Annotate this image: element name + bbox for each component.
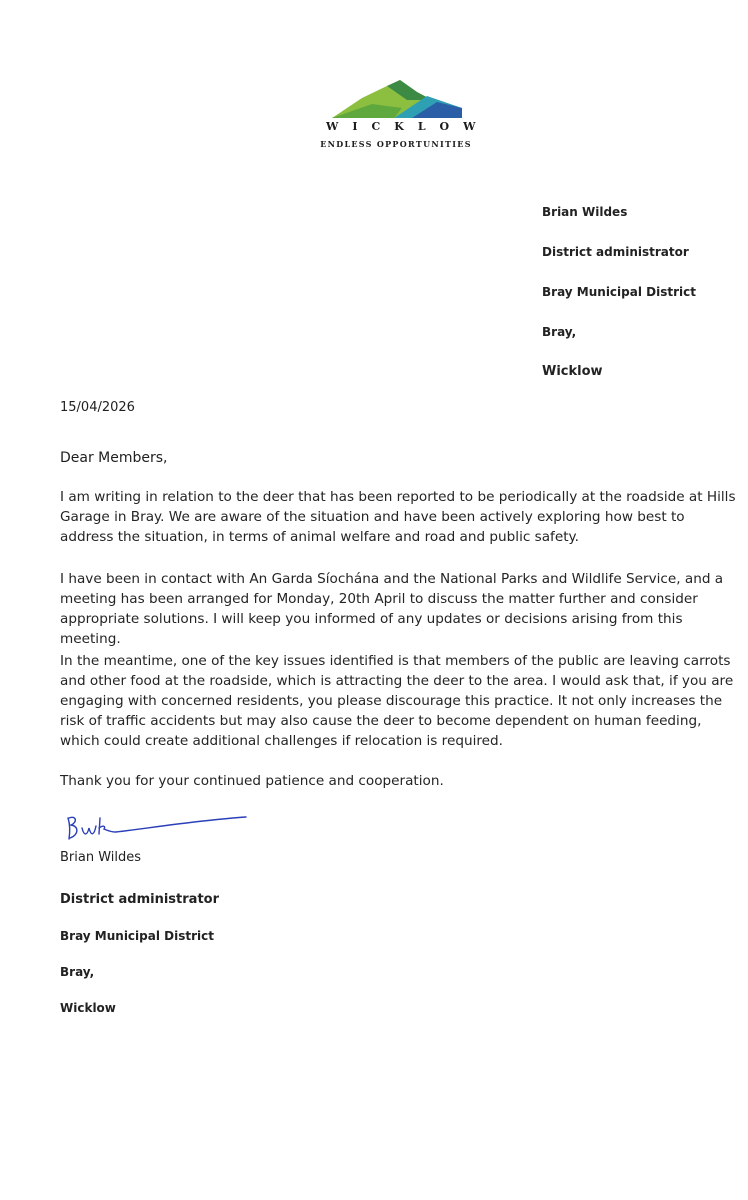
letter-date: 15/04/2026 xyxy=(60,400,135,415)
sender-address xyxy=(542,200,696,400)
address-district: Bray Municipal District xyxy=(542,285,696,299)
logo-wordmark: WICKLOW xyxy=(326,120,490,133)
signoff-town: Bray, xyxy=(60,965,95,979)
signoff-county: Wicklow xyxy=(60,1001,116,1015)
signoff-title: District administrator xyxy=(60,892,219,907)
paragraph-2: I have been in contact with An Garda Síochána and the National Parks and Wildlife Service, and a meeting has been arranged for Monday, 20th April to discuss the matter further and consider appropriate solutions. I will keep you informed of any updates or decisions arising from this meeting. xyxy=(60,571,724,647)
signoff-name: Brian Wildes xyxy=(60,850,142,865)
mountain-logo-icon xyxy=(332,78,462,118)
address-name: Brian Wildes xyxy=(542,205,628,219)
paragraph-1: I am writing in relation to the deer that has been reported to be periodically at the roadside at Hills Garage in Bray. We are aware of the situation and have been actively exploring how best to address the situation, in terms of animal welfare and road and public safety. xyxy=(60,489,736,545)
address-county: Wicklow xyxy=(542,364,603,379)
paragraph-3: In the meantime, one of the key issues identified is that members of the public are leaving carrots and other food at the roadside, which is attracting the deer to the area. I would ask that, if you are engaging with concerned residents, you please discourage this practice. It not only increases the risk of traffic accidents but may also cause the deer to become dependent on human feeding, which could create additional challenges if relocation is required. xyxy=(60,653,734,749)
handwritten-signature xyxy=(60,806,250,846)
paragraph-4: Thank you for your continued patience and cooperation. xyxy=(60,773,444,789)
signoff-district: Bray Municipal District xyxy=(60,929,214,943)
logo-tagline: ENDLESS OPPORTUNITIES xyxy=(320,139,472,149)
address-title: District administrator xyxy=(542,245,689,259)
wicklow-logo xyxy=(316,78,490,158)
signoff-block xyxy=(60,888,219,1032)
salutation: Dear Members, xyxy=(60,450,168,466)
address-town: Bray, xyxy=(542,325,577,339)
